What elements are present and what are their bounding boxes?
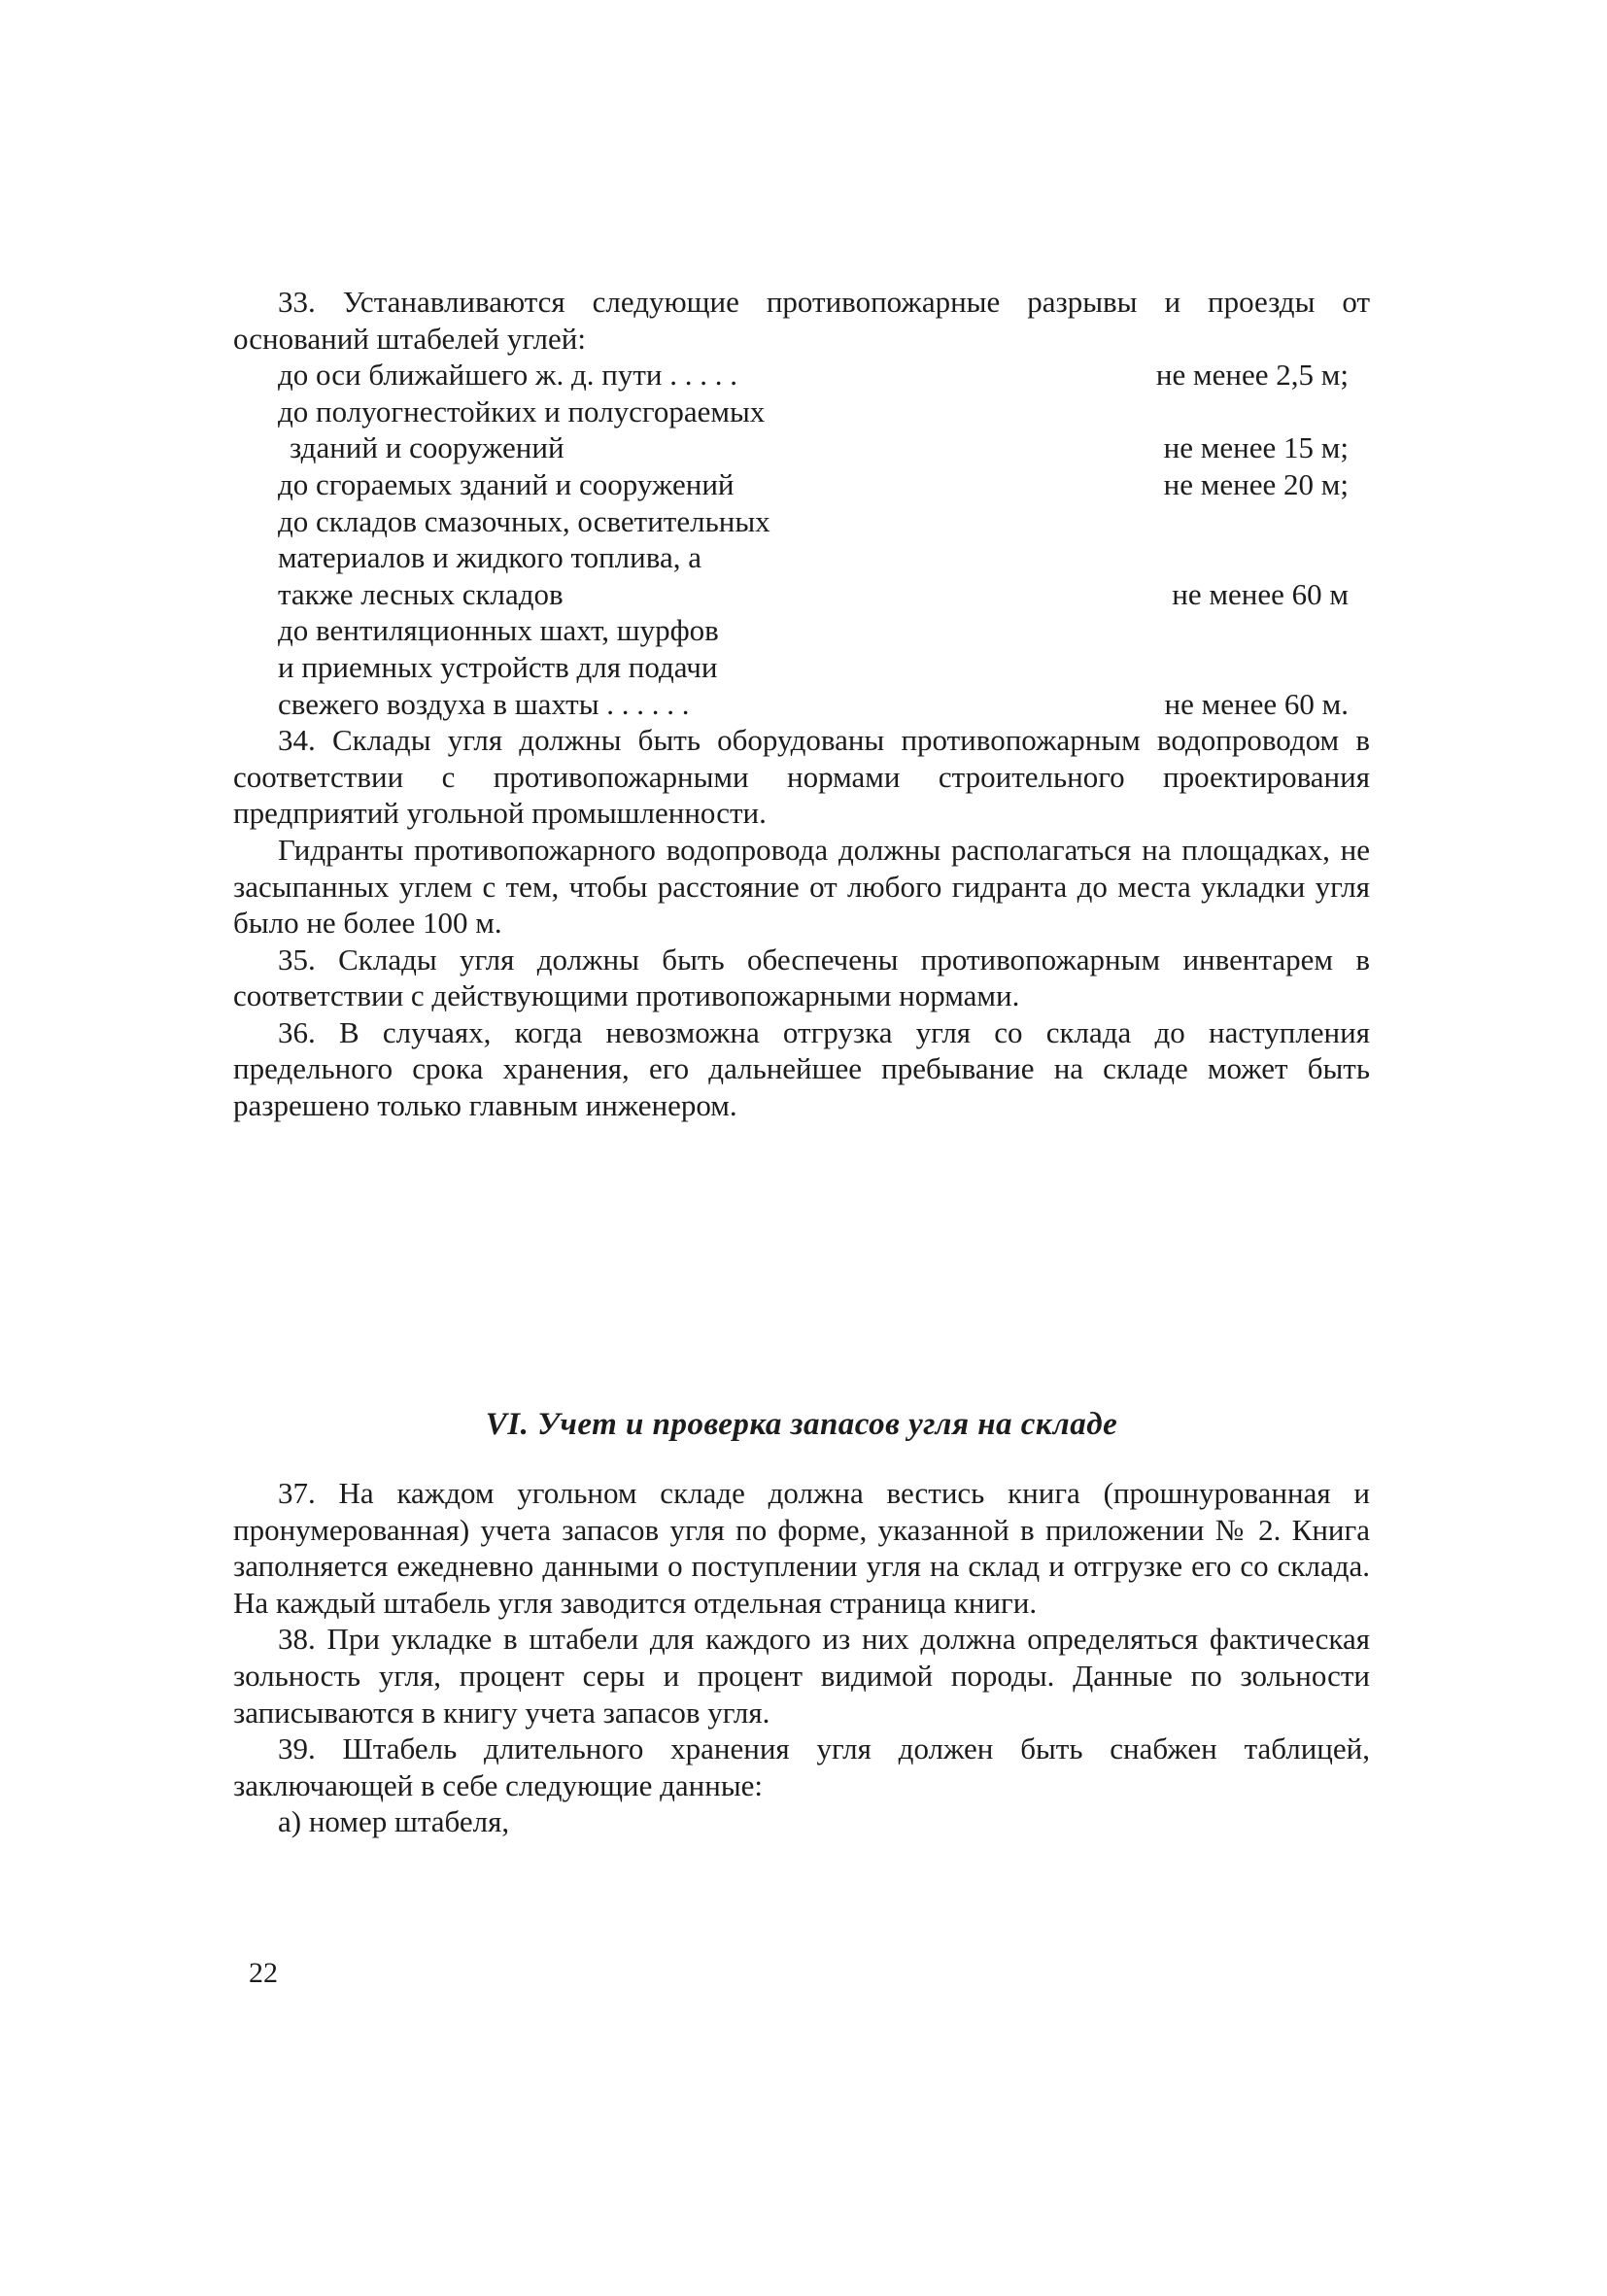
distance-item [233, 429, 1370, 466]
distance-item [233, 649, 1370, 686]
paragraph-39: 39. Штабель длительного хранения угля должен быть снабжен таблицей, заключающей в себе следующие данные: [233, 1731, 1370, 1802]
distance-label: зданий и сооружений [290, 430, 564, 465]
paragraph-39-item-a: а) номер штабеля, [278, 1804, 510, 1839]
distance-item [233, 686, 1370, 723]
distance-value: не менее 60 м [1172, 576, 1349, 611]
paragraph-35: 35. Склады угля должны быть обеспечены противопожарным инвентарем в соответствии с действующими противопожарными нормами. [233, 942, 1370, 1013]
distance-label: до оси ближайшего ж. д. пути . . . . . [278, 358, 737, 393]
distance-item [233, 503, 1370, 540]
distance-label: до полуогнестойких и полусгораемых [278, 394, 766, 428]
distance-label: и приемных устройств для подачи [278, 649, 718, 684]
distance-label: свежего воздуха в шахты . . . . . . [278, 686, 690, 721]
distance-item [233, 576, 1370, 613]
distance-list [233, 357, 1370, 722]
distance-item [233, 357, 1370, 394]
paragraph-33 [233, 284, 1370, 1124]
distance-value: не менее 20 м; [1163, 466, 1349, 501]
distance-item [233, 466, 1370, 503]
paragraph-33-intro: 33. Устанавливаются следующие противопожарные разрывы и проезды от оснований штабелей углей: [233, 285, 1370, 356]
section-vi-body [233, 1475, 1370, 1840]
distance-item [233, 394, 1370, 430]
paragraph-38: 38. При укладке в штабели для каждого из них должна определяться фактическая зольность угля, процент серы и процент видимой породы. Данные по зольности записываются в книгу учета запасов угля. [233, 1622, 1370, 1730]
distance-item [233, 539, 1370, 576]
distance-label: до складов смазочных, осветительных [278, 503, 770, 538]
paragraph-34: 34. Склады угля должны быть оборудованы противопожарным водопроводом в соответствии с противопожарными нормами строительного проектирования предприятий угольной промышленности. [233, 723, 1370, 831]
paragraph-36: 36. В случаях, когда невозможна отгрузка угля со склада до наступления предельного срока хранения, его дальнейшее пребывание на складе может быть разрешено только главным инженером. [233, 1014, 1370, 1123]
distance-label: также лесных складов [278, 576, 564, 611]
paragraph-37: 37. На каждом угольном складе должна вестись книга (прошнурованная и пронумерованная) учета запасов угля по форме, указанной в приложении № 2. Книга заполняется ежедневно данными о поступлении угля на склад и отгрузке его со склада. На каждый штабель угля заводится отдельная страница книги. [233, 1476, 1370, 1620]
distance-label: материалов и жидкого топлива, а [278, 540, 701, 575]
distance-value: не менее 15 м; [1163, 430, 1349, 465]
distance-label: до вентиляционных шахт, шурфов [278, 613, 719, 648]
distance-label: до сгораемых зданий и сооружений [278, 466, 735, 501]
distance-value: не менее 2,5 м; [1155, 358, 1349, 393]
distance-item [233, 612, 1370, 649]
section-heading: VI. Учет и проверка запасов угля на складе [485, 1407, 1118, 1442]
page-number: 22 [249, 1957, 278, 1989]
paragraph-34-hydrants: Гидранты противопожарного водопровода должны располагаться на площадках, не засыпанных углем с тем, чтобы расстояние от любого гидранта до места укладки угля было не более 100 м. [233, 832, 1370, 941]
distance-value: не менее 60 м. [1164, 686, 1349, 721]
